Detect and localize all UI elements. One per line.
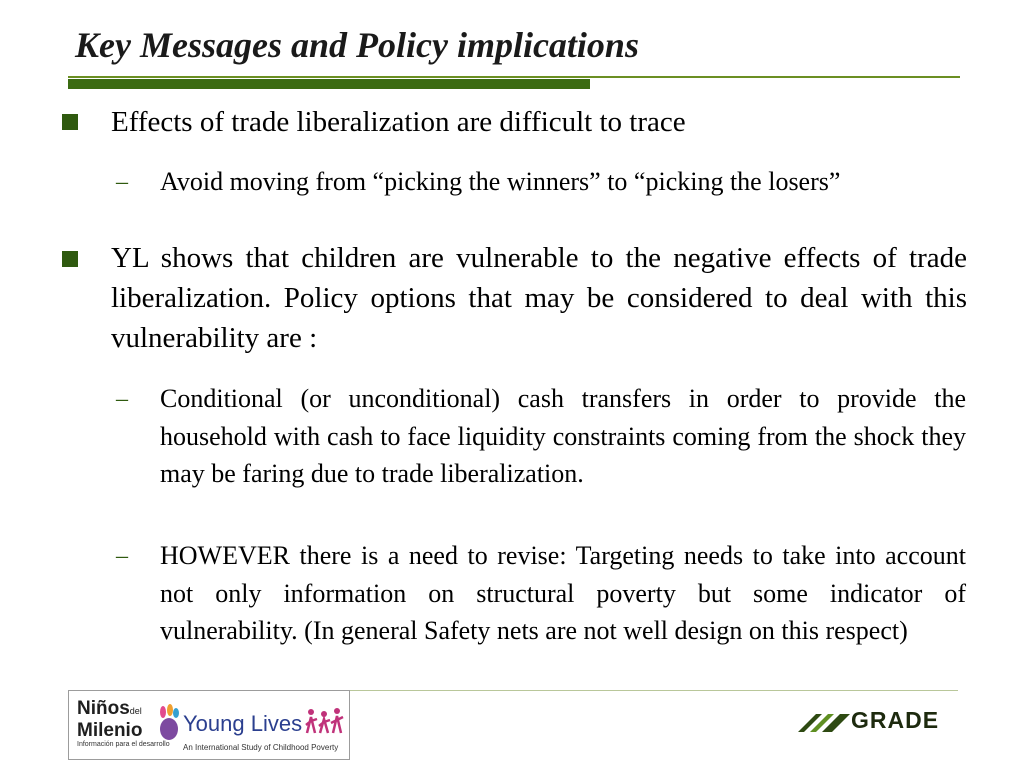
sub-bullet-text: Avoid moving from “picking the winners” to “picking the losers”	[160, 167, 841, 196]
bullet-square-icon	[62, 251, 78, 267]
children-figures-icon	[305, 707, 345, 735]
young-lives-title: Young Lives	[183, 711, 303, 736]
handprint-icon	[157, 703, 181, 743]
dash-marker: –	[116, 386, 128, 412]
young-lives-subtitle: An International Study of Childhood Poverty	[183, 743, 339, 752]
sub-bullet-text: HOWEVER there is a need to revise: Targeting needs to take into account not only information on structural poverty but some indicator of vulnerability. (In general Safety nets are not well design on this respect)	[160, 541, 966, 645]
title-underline	[68, 76, 960, 78]
dash-marker: –	[116, 543, 128, 569]
bullet-square-icon	[62, 114, 78, 130]
grade-mark-icon	[798, 712, 850, 734]
ninos-tagline: Información para el desarrollo	[77, 741, 170, 748]
bullet-text: YL shows that children are vulnerable to the negative effects of trade liberalization. Policy options that may be considered to deal with this vulnerability are :	[111, 242, 967, 354]
title-accent-bar	[68, 79, 590, 89]
slide-title: Key Messages and Policy implications	[75, 25, 639, 65]
ninos-del-milenio-logo	[77, 699, 142, 741]
partner-logos	[68, 690, 350, 760]
milenio-word: Milenio	[77, 720, 143, 741]
dash-marker: –	[116, 169, 128, 195]
grade-logo-text: GRADE	[851, 707, 940, 733]
del-word: del	[129, 706, 142, 716]
bullet-text: Effects of trade liberalization are difficult to trace	[111, 106, 686, 138]
sub-bullet-text: Conditional (or unconditional) cash transfers in order to provide the household with cash to face liquidity constraints coming from the shock they may be faring due to trade liberalization.	[160, 384, 966, 488]
ninos-word: Niños	[77, 698, 130, 719]
